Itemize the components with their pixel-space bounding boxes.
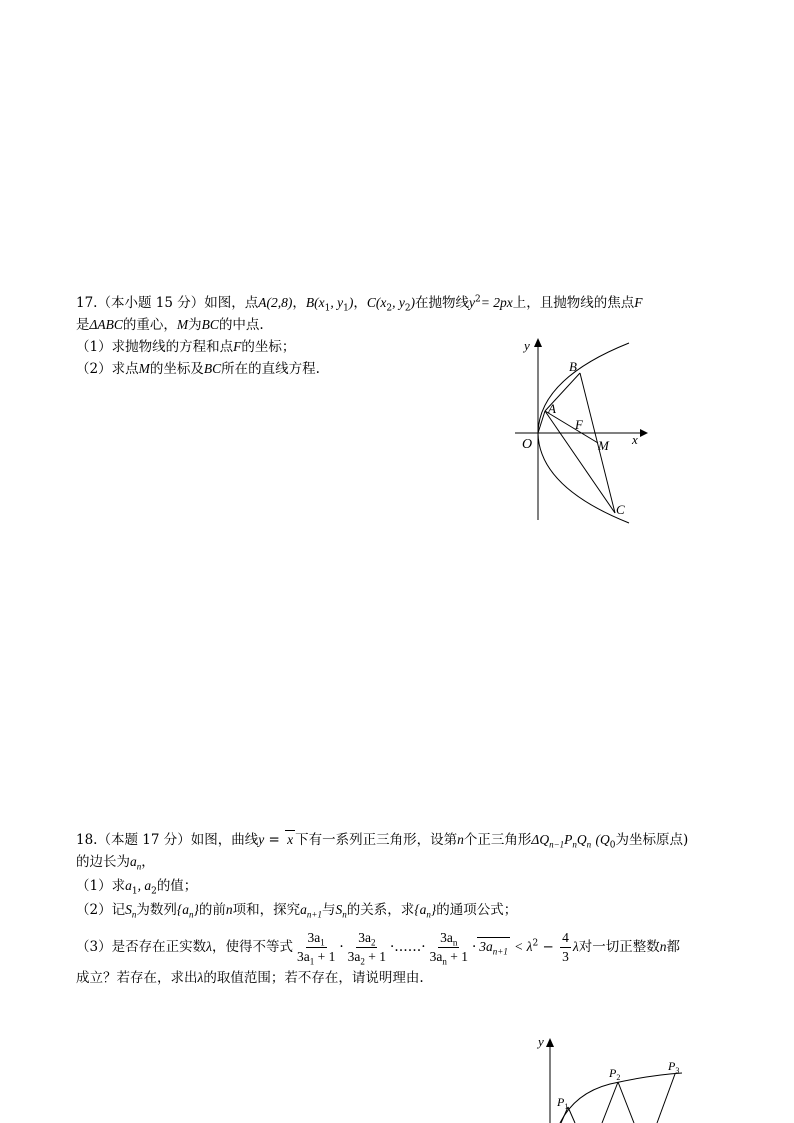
label-P2: $P_2$ — [609, 1066, 621, 1082]
question-18 — [76, 829, 726, 989]
q17-number: 17. — [76, 295, 98, 311]
q18-part-1: （1）求$a_1$, $a_2$的值； — [76, 878, 198, 897]
label-y: y — [524, 338, 530, 353]
q17-part-1: （1）求抛物线的方程和点F的坐标； — [76, 339, 296, 355]
q17-part-2: （2）求点M的坐标及BC所在的直线方程. — [76, 361, 320, 377]
q18-triangles-figure — [530, 1033, 700, 1123]
label-A: A — [548, 401, 556, 416]
label-F: F — [575, 417, 583, 432]
sqrt-curve — [560, 1073, 682, 1123]
label-P1: $P_1$ — [557, 1095, 569, 1111]
q18-part-3-line-2: 成立？若存在，求出λ的取值范围；若不存在，请说明理由. — [76, 970, 424, 986]
q17-line-2: 是ΔABC的重心，M为BC的中点. — [76, 317, 264, 333]
q18-part-3: （3）是否存在正实数λ，使得不等式 $\frac{3a_1}{3a_1 + 1}$ · $\frac{3a_2}{3a_2 + 1}$ ·……· $\frac{3a_n}{3a_n + 1}$ · $3a_{n+1} < \lambda^2$ − $\frac{4}{3}$ λ对一切正整数n都 — [76, 930, 680, 967]
x-axis-arrow — [640, 429, 648, 437]
label-x: x — [632, 432, 638, 447]
y-axis-arrow — [534, 338, 542, 347]
q17-line-1: 17.（本小题 15 分）如图，点A(2,8)，$B(x_1$, $y_1$)，$C(x_2$, $y_2$)在抛物线$y^2= 2px$上，且抛物线的焦点F — [76, 294, 643, 314]
label-C: C — [616, 502, 625, 517]
label-B: B — [569, 359, 577, 374]
q18-part-2: （2）记$S_n$为数列$\{a_n\}$的前n项和，探究$a_{n+1}$与$S_n$的关系，求$\{a_n\}$的通项公式； — [76, 902, 518, 920]
label-O: O — [522, 437, 533, 452]
y-axis-arrow — [546, 1038, 554, 1047]
label-y: y — [538, 1034, 544, 1049]
q18-line-2: 的边长为$a_n$， — [76, 854, 155, 872]
q18-line-1: 18.（本题 17 分）如图，曲线y = x 下有一系列正三角形，设第n个正三角形$\Delta Q_{n-1}P_nQ_n$ ($Q_0$为坐标原点) — [76, 832, 689, 851]
q17-parabola-figure — [505, 333, 655, 528]
label-P3: $P_3$ — [668, 1059, 680, 1075]
label-M: M — [598, 438, 609, 453]
